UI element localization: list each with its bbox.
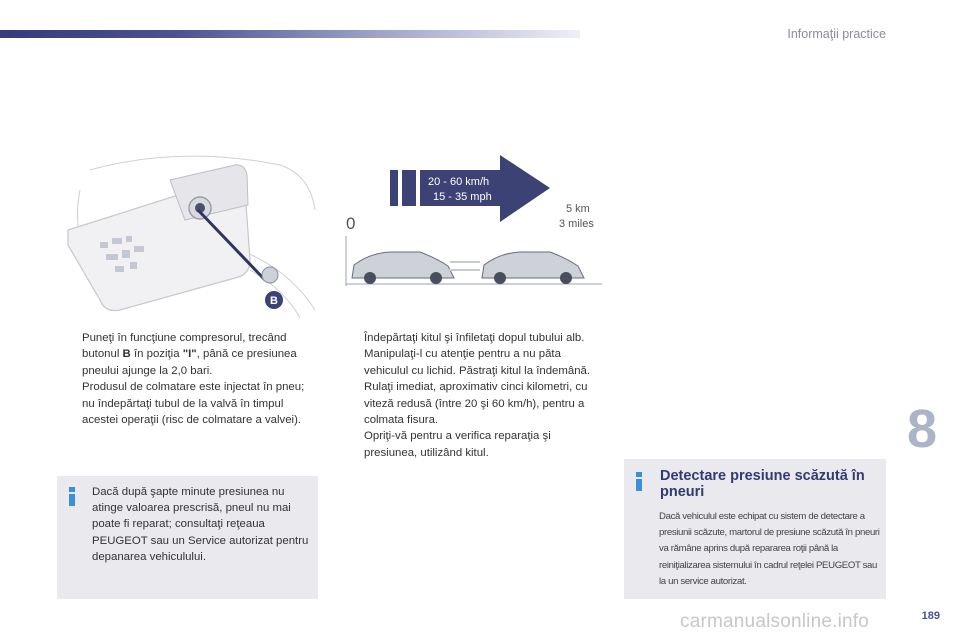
info-text: Dacă după şapte minute presiunea nu atinge valoarea prescrisă, pneul nu mai poate fi reparat; consultaţi reţeaua PEUGEOT sau un Service autorizat pentru depanarea vehiculului.	[92, 486, 309, 563]
start-zero-label: 0	[346, 214, 356, 233]
car-icon	[352, 252, 454, 284]
list-item: Opriţi-vă pentru a verifica reparaţia şi presiunea, utilizând kitul.	[364, 430, 551, 459]
distance-km-label: 5 km	[566, 203, 590, 215]
car-icon	[482, 252, 584, 284]
paragraph: Produsul de colmatare este injectat în pneu; nu îndepărtaţi tubul de la valvă în timpul acestei operaţii (risc de colmatare a valvei).	[82, 381, 305, 427]
info-icon	[69, 487, 75, 506]
distance-miles-label: 3 miles	[559, 218, 594, 230]
section-title: Informaţii practice	[787, 27, 886, 41]
instructions-left	[60, 330, 320, 428]
list-item: Rulaţi imediat, aproximativ cinci kilometri, cu viteză redusă (între 20 şi 60 km/h), pentru a colmata fisura.	[364, 381, 588, 427]
drive-after-repair-illustration	[340, 150, 610, 290]
info-text: Dacă vehiculul este echipat cu sistem de detectare a presiunii scăzute, martorul de presiune scăzută în pneuri va rămâne aprins după repararea roţii până la reiniţializarea sistemului în cadrul reţelei PEUGEOT sau la un service autorizat.	[659, 511, 880, 587]
info-title: Detectare presiune scăzută în pneuri	[660, 468, 865, 500]
page-number: 189	[921, 610, 940, 622]
speed-kmh-label: 20 - 60 km/h	[428, 176, 490, 188]
watermark: carmanualsonline.info	[680, 611, 870, 632]
compressor-kit-illustration	[60, 150, 320, 320]
speed-mph-label: 15 - 35 mph	[433, 191, 492, 203]
info-icon	[636, 472, 642, 491]
list-item: Îndepărtaţi kitul şi înfiletaţi dopul tubului alb. Manipulaţi-l cu atenţie pentru a nu păta vehiculul cu lichid. Păstraţi kitul la îndemână.	[364, 332, 591, 377]
header-gradient-bar	[0, 30, 580, 38]
info-box-repair-failed	[57, 476, 318, 599]
list-item: Puneţi în funcţiune compresorul, trecând butonul B în poziţia "I", până ce presiunea pneului ajunge la 2,0 bari. Produsul de colmatare este injectat în pneu; nu îndepărtaţi tubul de la valvă în timpul acestei operaţii (risc de colmatare a valvei).	[82, 332, 305, 427]
chapter-number: 8	[906, 399, 938, 459]
instructions-right	[342, 330, 600, 461]
info-box-low-pressure	[624, 459, 886, 599]
callout-b-letter: B	[270, 295, 278, 307]
